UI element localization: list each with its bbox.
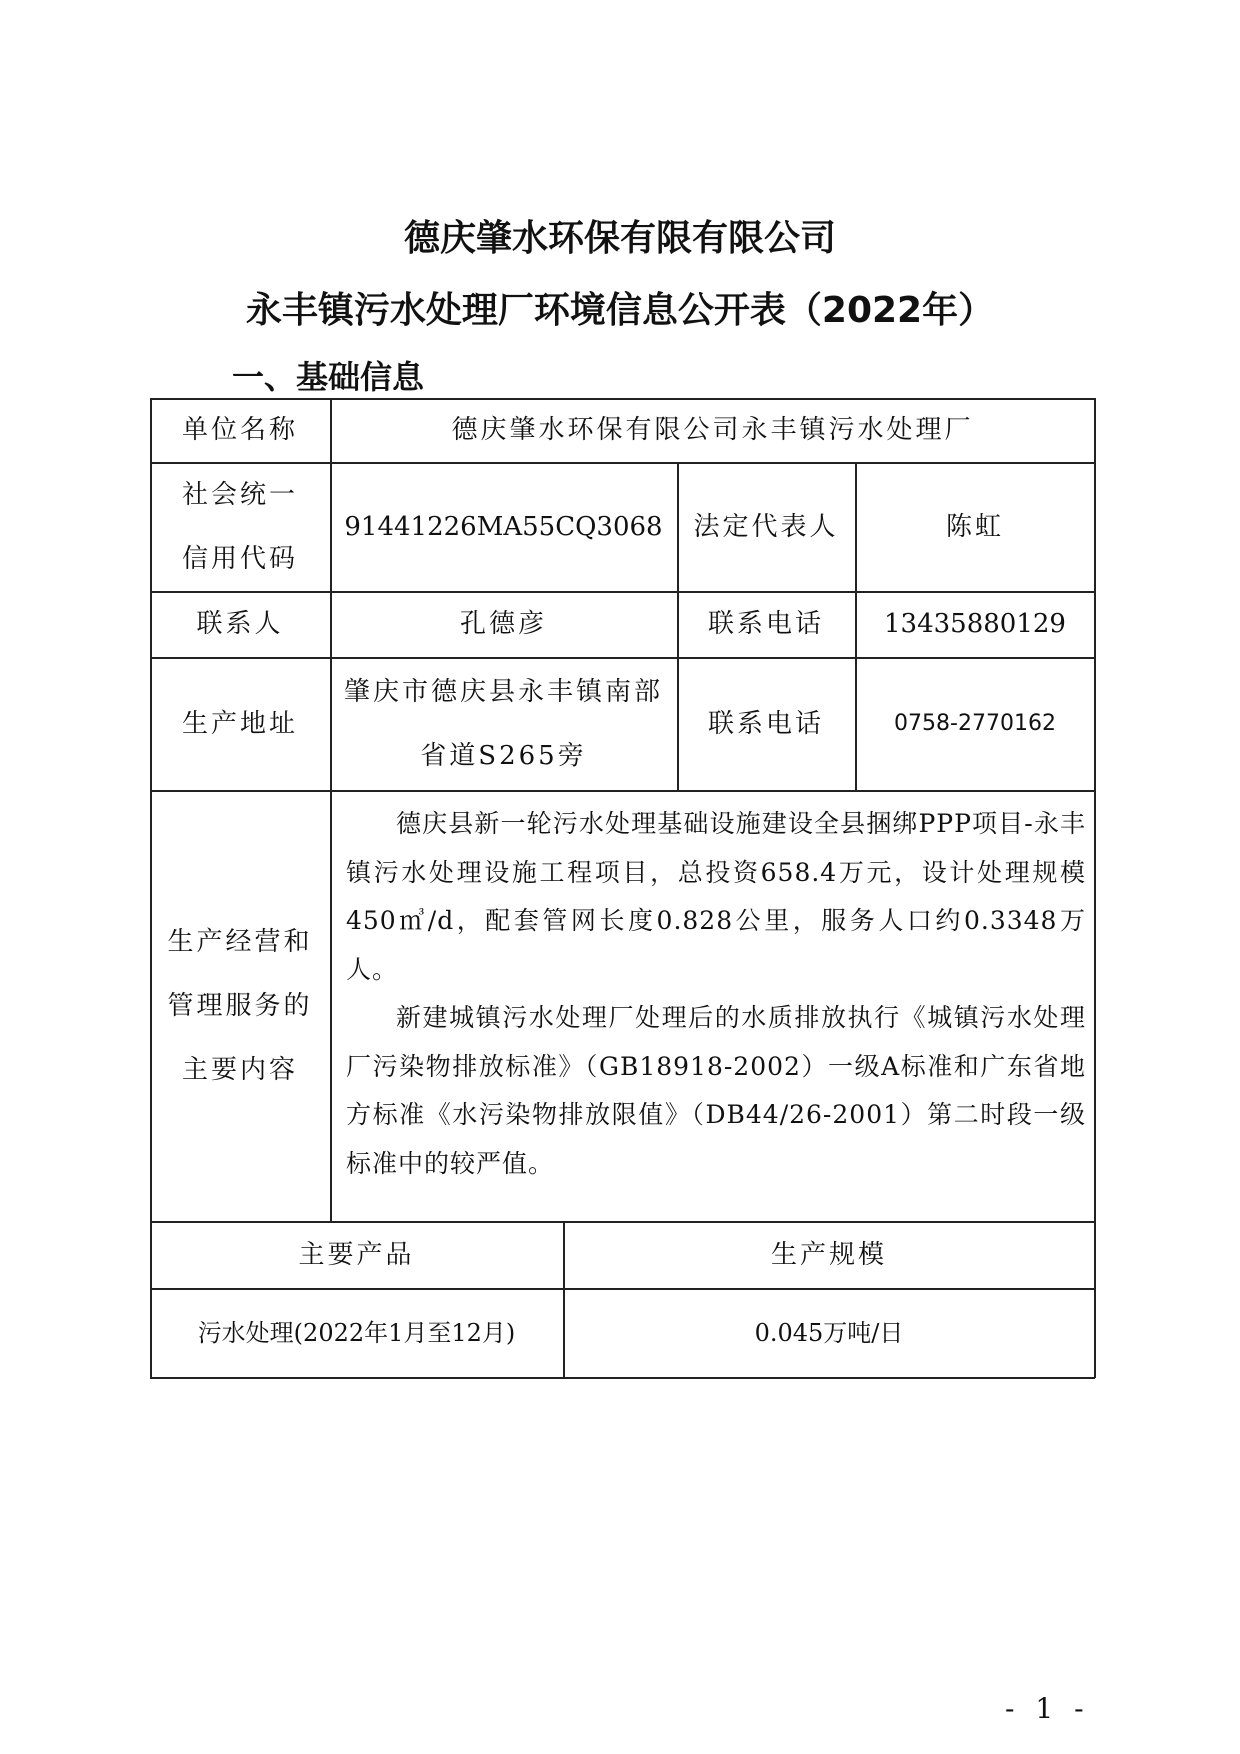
- document-title-line1: 德庆肇水环保有限有限公司: [403, 218, 836, 259]
- document-title-line2: 永丰镇污水处理厂环境信息公开表（2022年）: [245, 290, 995, 331]
- address-value-line1: 肇庆市德庆县永丰镇南部: [343, 676, 663, 707]
- page-number: - 1 -: [1005, 1692, 1090, 1725]
- scale-value: 0.045万吨/日: [754, 1318, 904, 1347]
- unit-name-label: 单位名称: [181, 415, 298, 445]
- phone2-label: 联系电话: [707, 708, 824, 739]
- address-value: [330, 657, 677, 790]
- main-content-label-line1: 生产经营和: [167, 926, 313, 957]
- main-content-label-line2: 管理服务的: [167, 990, 313, 1021]
- product-header: 主要产品: [298, 1239, 415, 1270]
- main-content-paragraph: 德庆县新一轮污水处理基础设施建设全县捆绑PPP项目-永丰镇污水处理设施工程项目，总投资658.4万元，设计处理规模450㎥/d，配套管网长度0.828公里，服务人口约0.3348万人。: [346, 809, 1086, 984]
- contact-label: 联系人: [196, 609, 284, 639]
- section-heading: 一、基础信息: [232, 358, 425, 396]
- main-content-paragraph: 新建城镇污水处理厂处理后的水质排放执行《城镇污水处理厂污染物排放标准》（GB18918-2002）一级A标准和广东省地方标准《水污染物排放限值》（DB44/26-2001）第二时段一级标准中的较严值。: [346, 1003, 1086, 1178]
- main-content-label-line3: 主要内容: [181, 1054, 298, 1085]
- scale-header: 生产规模: [770, 1239, 887, 1270]
- address-value-line2: 省道S265旁: [420, 740, 587, 771]
- credit-code-label: [150, 462, 330, 591]
- legal-rep-label: 法定代表人: [693, 511, 839, 542]
- product-value: 污水处理(2022年1月至12月): [197, 1318, 516, 1347]
- legal-rep-value: 陈虹: [945, 511, 1004, 542]
- address-label: 生产地址: [181, 708, 298, 739]
- main-content-label: [150, 790, 330, 1221]
- credit-code-value: 91441226MA55CQ3068: [344, 511, 663, 542]
- phone-label: 联系电话: [707, 609, 824, 639]
- main-content-text: [346, 800, 1086, 1188]
- credit-code-label-line2: 信用代码: [181, 543, 298, 574]
- phone2-value: 0758-2770162: [894, 710, 1056, 736]
- phone-value: 13435880129: [884, 609, 1066, 639]
- unit-name-value: 德庆肇水环保有限公司永丰镇污水处理厂: [451, 415, 974, 445]
- credit-code-label-line1: 社会统一: [181, 479, 298, 510]
- info-table: [150, 398, 1095, 1378]
- contact-value: 孔德彦: [459, 609, 547, 639]
